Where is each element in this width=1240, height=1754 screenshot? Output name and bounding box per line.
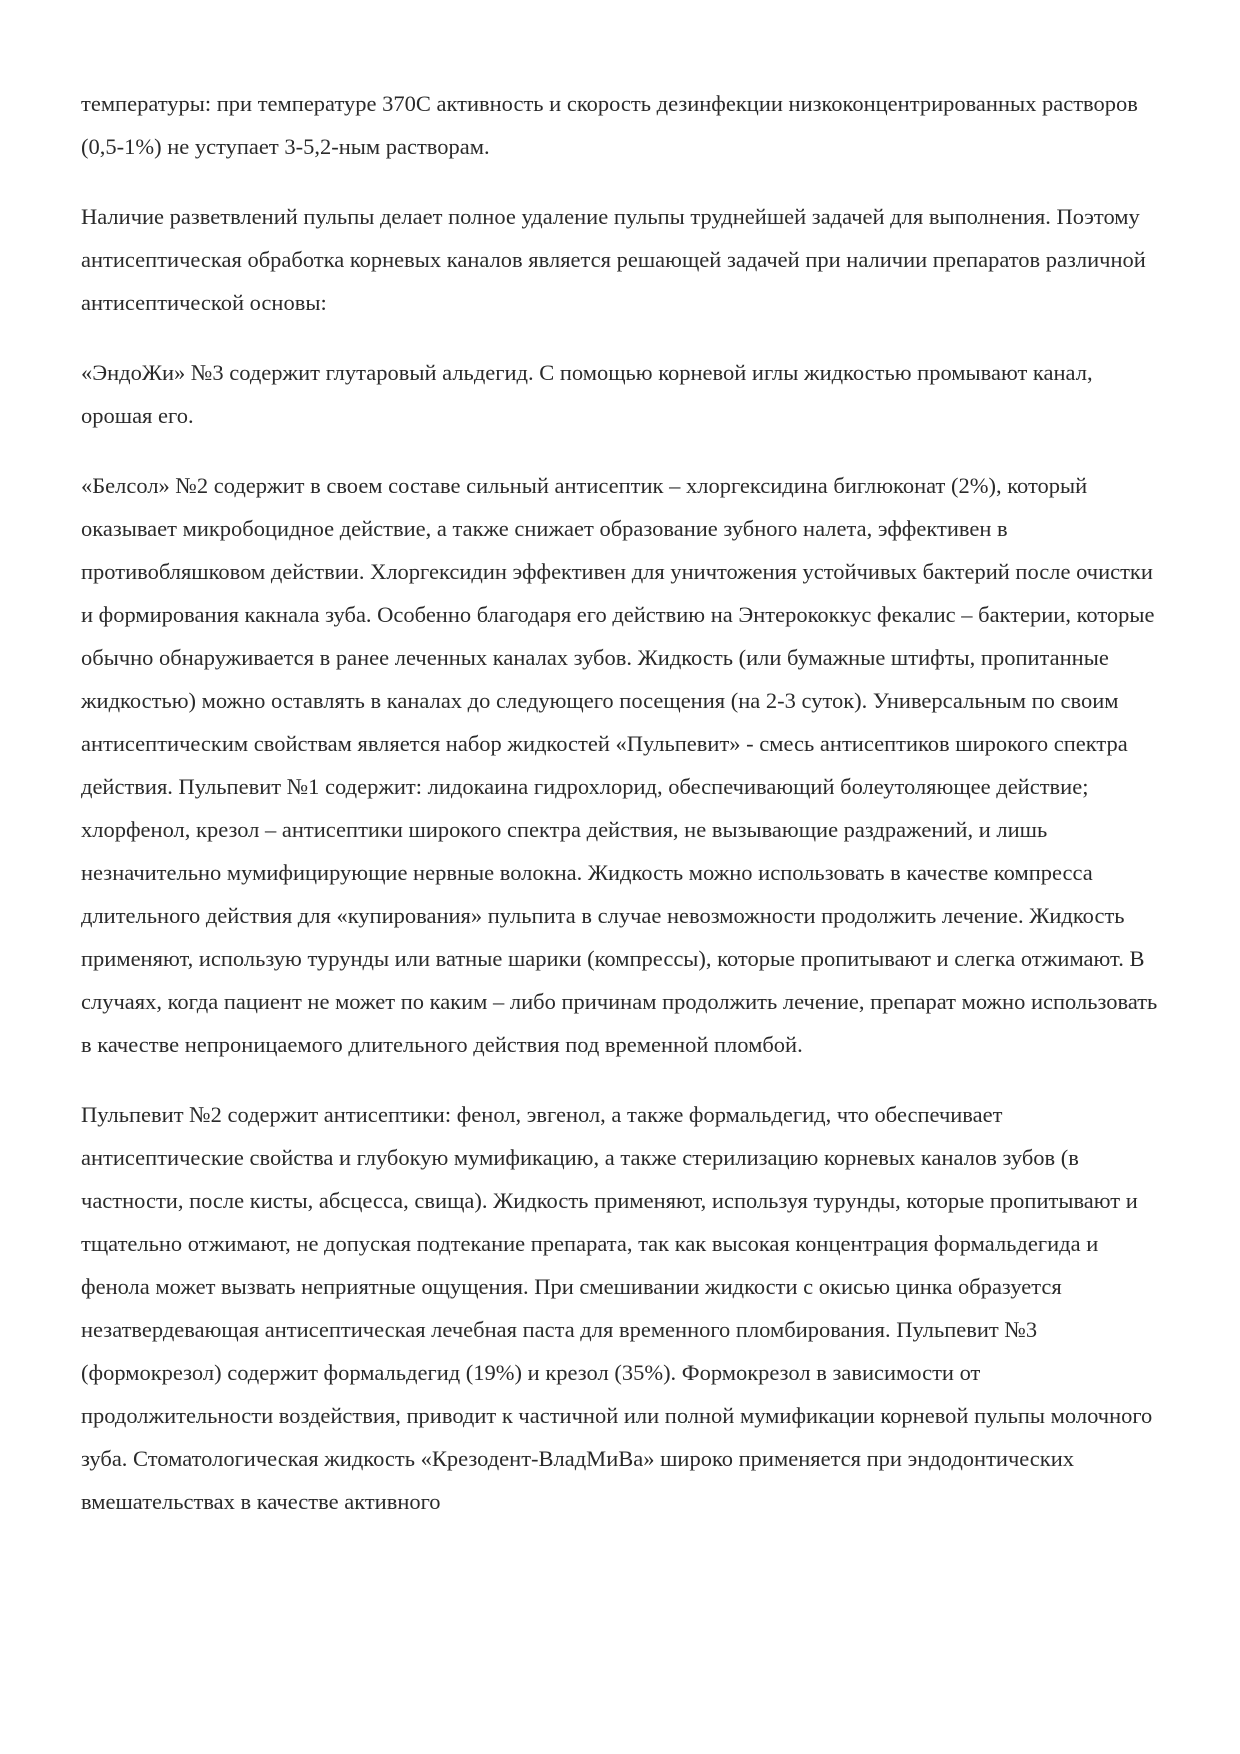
document-body	[81, 82, 1169, 1550]
paragraph-belsol-pulpevit-1: «Белсол» №2 содержит в своем составе сильный антисептик – хлоргексидина биглюконат (2%), который оказывает микробоцидное действие, а также снижает образование зубного налета, эффективен в противобляшковом действии. Хлоргексидин эффективен для уничтожения устойчивых бактерий после очистки и формирования какнала зуба. Особенно благодаря его действию на Энтерококкус фекалис – бактерии, которые обычно обнаруживается в ранее леченных каналах зубов. Жидкость (или бумажные штифты, пропитанные жидкостью) можно оставлять в каналах до следующего посещения (на 2-3 суток). Универсальным по своим антисептическим свойствам является набор жидкостей «Пульпевит» - смесь антисептиков широкого спектра действия. Пульпевит №1 содержит: лидокаина гидрохлорид, обеспечивающий болеутоляющее действие; хлорфенол, крезол – антисептики широкого спектра действия, не вызывающие раздражений, и лишь незначительно мумифицирующие нервные волокна. Жидкость можно использовать в качестве компресса длительного действия для «купирования» пульпита в случае невозможности продолжить лечение. Жидкость применяют, использую турунды или ватные шарики (компрессы), которые пропитывают и слегка отжимают. В случаях, когда пациент не может по каким – либо причинам продолжить лечение, препарат можно использовать в качестве непроницаемого длительного действия под временной пломбой.	[81, 473, 1158, 1057]
paragraph-temperature: температуры: при температуре 370С активность и скорость дезинфекции низкоконцентрированных растворов (0,5-1%) не уступает 3-5,2-ным растворам.	[81, 91, 1138, 159]
paragraph-pulp-branches: Наличие разветвлений пульпы делает полное удаление пульпы труднейшей задачей для выполнения. Поэтому антисептическая обработка корневых каналов является решающей задачей при наличии препаратов различной антисептической основы:	[81, 204, 1146, 315]
paragraph-pulpevit-2-3: Пульпевит №2 содержит антисептики: фенол, эвгенол, а также формальдегид, что обеспечивает антисептические свойства и глубокую мумификацию, а также стерилизацию корневых каналов зубов (в частности, после кисты, абсцесса, свища). Жидкость применяют, используя турунды, которые пропитывают и тщательно отжимают, не допуская подтекание препарата, так как высокая концентрация формальдегида и фенола может вызвать неприятные ощущения. При смешивании жидкости с окисью цинка образуется незатвердевающая антисептическая лечебная паста для временного пломбирования. Пульпевит №3 (формокрезол) содержит формальдегид (19%) и крезол (35%). Формокрезол в зависимости от продолжительности воздействия, приводит к частичной или полной мумификации корневой пульпы молочного зуба. Стоматологическая жидкость «Крезодент-ВладМиВа» широко применяется при эндодонтических вмешательствах в качестве активного	[81, 1102, 1153, 1514]
paragraph-endozhi: «ЭндоЖи» №3 содержит глутаровый альдегид. С помощью корневой иглы жидкостью промывают канал, орошая его.	[81, 360, 1093, 428]
